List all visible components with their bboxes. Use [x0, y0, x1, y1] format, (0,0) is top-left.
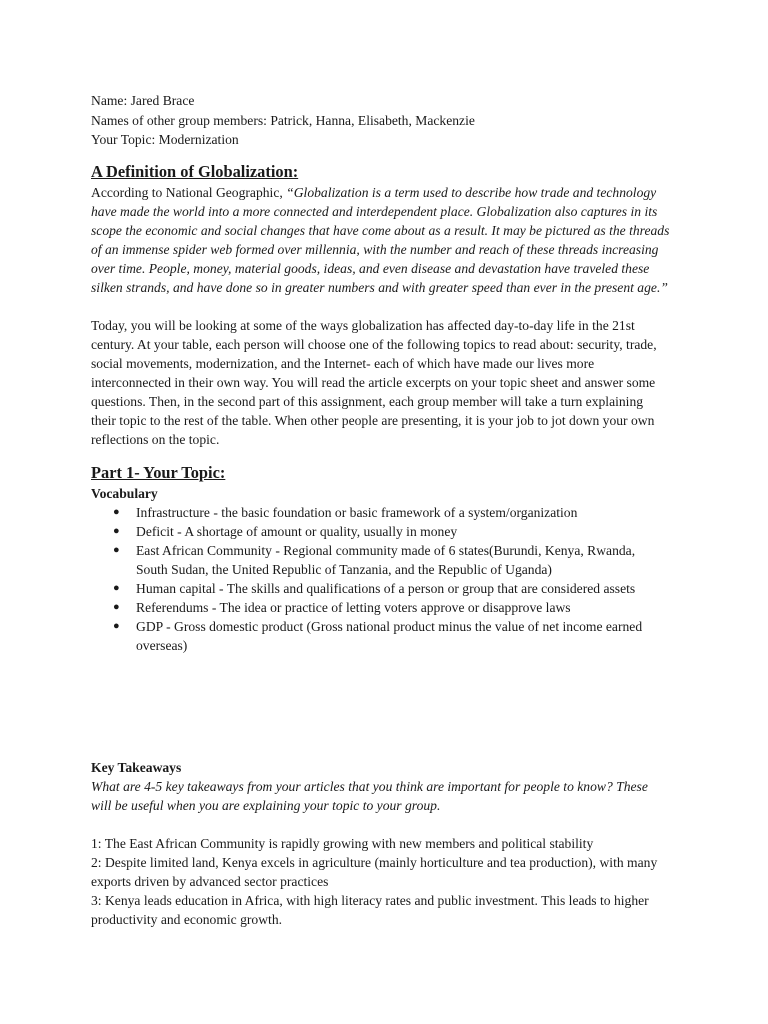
paragraph-line: their topic to the rest of the table. When other people are presenting, it is your job to jot down your own: [91, 412, 655, 428]
takeaways-prompt-line: will be useful when you are explaining your topic to your group.: [91, 798, 441, 813]
paragraph-line: century. At your table, each person will choose one of the following topics to read about: security, trade,: [91, 336, 657, 352]
quote-line: over time. People, money, material goods, ideas, and even disease and devastation have traveled these: [91, 260, 650, 276]
paragraph-line: Today, you will be looking at some of the ways globalization has affected day-to-day life in the 21st: [91, 317, 635, 333]
paragraph-line: interconnected in their own way. You will read the article excerpts on your topic sheet and answer some: [91, 374, 656, 390]
definition-quote: [91, 183, 691, 297]
vocab-item: ● Deficit - A shortage of amount or quality, usually in money: [113, 523, 458, 539]
takeaway-item: 2: Despite limited land, Kenya excels in agriculture (mainly horticulture and tea production), with many exports driven by advanced sector practices: [91, 855, 658, 889]
document-page: [91, 91, 691, 927]
definition-heading: A Definition of Globalization:: [91, 161, 299, 181]
quote-line: “Globalization is a term used to describe how trade and technology: [286, 184, 657, 200]
quote-line: of an immense spider web formed over millennia, with the number and reach of these threads increasing: [91, 241, 659, 257]
key-takeaways-heading: Key Takeaways: [91, 760, 182, 775]
student-name: Name: Jared Brace: [91, 93, 195, 108]
paragraph-line: social movements, modernization, and the Internet- each of which have made our lives more: [91, 355, 595, 371]
quote-line: silken strands, and have done so in greater numbers and with greater speed than ever in the present age.”: [91, 279, 668, 295]
vocabulary-heading: Vocabulary: [91, 485, 158, 501]
part1-section: [91, 462, 691, 655]
group-members: Names of other group members: Patrick, Hanna, Elisabeth, Mackenzie: [91, 112, 475, 128]
quote-line: scope the economic and social changes that have come about as a result. It may be pictured as the threads: [91, 222, 670, 238]
vocab-item: ● Infrastructure - the basic foundation or basic framework of a system/organization: [113, 504, 578, 520]
vocab-item: ● GDP - Gross domestic product (Gross national product minus the value of net income earned overseas): [113, 618, 643, 653]
key-takeaways-section: [91, 758, 691, 929]
quote-line: have made the world into a more connected and interdependent place. Globalization also captures in its: [91, 203, 658, 219]
student-topic: Your Topic: Modernization: [91, 132, 239, 147]
vocab-item: ● Referendums - The idea or practice of letting voters approve or disapprove laws: [113, 599, 571, 615]
bullet-icon: ●: [113, 619, 120, 632]
bullet-icon: ●: [113, 505, 120, 518]
takeaway-item: 1: The East African Community is rapidly growing with new members and political stability: [91, 836, 594, 851]
bullet-icon: ●: [113, 581, 120, 594]
vocab-item: ● Human capital - The skills and qualifications of a person or group that are considered assets: [113, 580, 636, 596]
bullet-icon: ●: [113, 524, 120, 537]
vocabulary-list: [91, 503, 691, 655]
instructions-paragraph: [91, 316, 691, 449]
bullet-icon: ●: [113, 543, 120, 556]
student-info: [91, 91, 691, 150]
vocab-item: ● East African Community - Regional community made of 6 states(Burundi, Kenya, Rwanda, South Sudan, the United Republic of Tanzania, and the Republic of Uganda): [113, 542, 636, 577]
takeaway-item: 3: Kenya leads education in Africa, with high literacy rates and public investment. This leads to higher productivity and economic growth.: [91, 893, 649, 927]
takeaways-prompt-line: What are 4-5 key takeaways from your articles that you think are important for people to know? These: [91, 779, 648, 794]
bullet-icon: ●: [113, 600, 120, 613]
quote-lead: According to National Geographic,: [91, 184, 287, 200]
part1-heading: Part 1- Your Topic:: [91, 462, 226, 482]
paragraph-line: questions. Then, in the second part of this assignment, each group member will take a turn explaining: [91, 393, 644, 409]
definition-section: [91, 161, 691, 449]
paragraph-line: reflections on the topic.: [91, 431, 220, 447]
